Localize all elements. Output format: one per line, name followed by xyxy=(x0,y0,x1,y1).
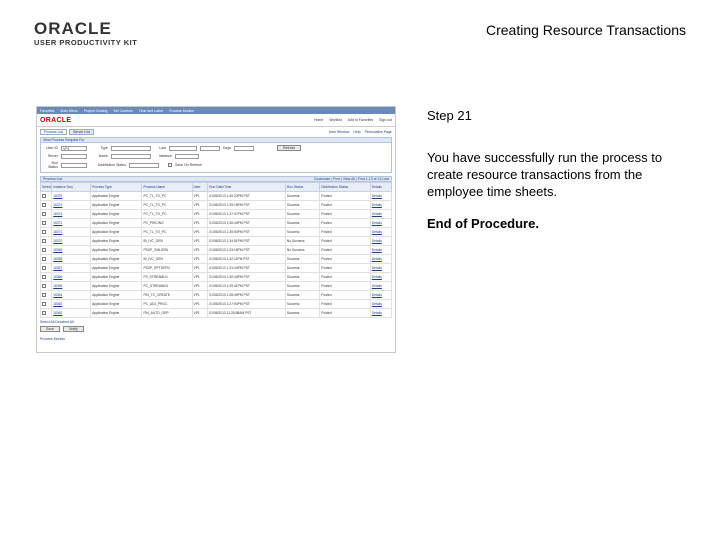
run-status-cell: No Success xyxy=(285,237,319,246)
process-name-cell: FIN_TC_CREATE xyxy=(142,291,192,300)
table-row xyxy=(41,264,392,273)
run-date-cell: 01/05/2013 11:25:58AM PST xyxy=(208,309,286,318)
table-row xyxy=(41,192,392,201)
user-cell: VP1 xyxy=(192,210,208,219)
run-status-label: Run Status xyxy=(48,161,58,169)
col-select: Select xyxy=(41,183,52,192)
dist-status-cell: Posted xyxy=(320,192,370,201)
dist-status-cell: Posted xyxy=(320,246,370,255)
details-link[interactable]: Details xyxy=(370,273,391,282)
logo-upk-text: USER PRODUCTIVITY KIT xyxy=(34,38,138,47)
instance-cell[interactable]: 18364 xyxy=(52,291,91,300)
row-select-checkbox[interactable] xyxy=(42,266,46,270)
row-select-checkbox[interactable] xyxy=(42,212,46,216)
instance-cell[interactable]: 18368 xyxy=(52,255,91,264)
view-request-header: View Process Request For xyxy=(40,137,392,143)
user-cell: VP1 xyxy=(192,273,208,282)
user-cell: VP1 xyxy=(192,192,208,201)
user-id-label: User ID xyxy=(46,146,58,150)
row-select-checkbox[interactable] xyxy=(42,257,46,261)
instance-cell[interactable]: 18375 xyxy=(52,192,91,201)
run-date-cell: 01/05/2013 1:31:44PM PST xyxy=(208,264,286,273)
server-label: Server xyxy=(47,154,58,158)
row-select-cell xyxy=(41,264,52,273)
user-cell: VP1 xyxy=(192,237,208,246)
instance-cell[interactable]: 18374 xyxy=(52,201,91,210)
process-type-cell: Application Engine xyxy=(91,291,142,300)
end-of-procedure: End of Procedure. xyxy=(427,216,539,231)
days-label: Days xyxy=(223,146,231,150)
user-cell: VP1 xyxy=(192,291,208,300)
process-type-cell: Application Engine xyxy=(91,210,142,219)
process-type-cell: Application Engine xyxy=(91,282,142,291)
days-select[interactable] xyxy=(234,146,254,151)
user-cell: VP1 xyxy=(192,282,208,291)
row-select-checkbox[interactable] xyxy=(42,203,46,207)
run-date-cell: 01/05/2013 1:39:18PM PST xyxy=(208,201,286,210)
table-row xyxy=(41,291,392,300)
nav-main-menu[interactable]: Main Menu xyxy=(60,108,78,113)
table-row xyxy=(41,300,392,309)
process-name-cell: PSXP_RPTDEFN xyxy=(142,264,192,273)
table-row xyxy=(41,201,392,210)
screenshot-brand-bar xyxy=(37,114,395,127)
process-name-cell: PC_TL_TO_PC xyxy=(142,228,192,237)
process-name-cell: PC_STREAMLN xyxy=(142,282,192,291)
last-select[interactable] xyxy=(169,146,197,151)
run-status-cell: Success xyxy=(285,273,319,282)
instance-cell[interactable]: 18373 xyxy=(52,210,91,219)
process-name-cell: FS_STREAMLN xyxy=(142,273,192,282)
nav-time-and-labor[interactable]: Time and Labor xyxy=(138,108,164,113)
details-link[interactable]: Details xyxy=(370,228,391,237)
user-cell: VP1 xyxy=(192,309,208,318)
details-link[interactable]: Details xyxy=(370,291,391,300)
row-select-checkbox[interactable] xyxy=(42,311,46,315)
process-name-cell: PSXP_XMLGEN xyxy=(142,246,192,255)
row-select-checkbox[interactable] xyxy=(42,239,46,243)
screenshot-brand-links xyxy=(314,118,392,122)
row-select-checkbox[interactable] xyxy=(42,302,46,306)
details-link[interactable]: Details xyxy=(370,237,391,246)
process-type-cell: Application Engine xyxy=(91,228,142,237)
form-row-3 xyxy=(44,162,388,168)
run-date-cell: 01/05/2013 1:37:47PM PST xyxy=(208,210,286,219)
link-help[interactable]: Help xyxy=(353,129,361,134)
process-name-cell: BI_IVC_GEN xyxy=(142,255,192,264)
instance-cell[interactable]: 18369 xyxy=(52,246,91,255)
row-select-cell xyxy=(41,237,52,246)
dist-status-cell: Posted xyxy=(320,291,370,300)
row-select-cell xyxy=(41,291,52,300)
table-row xyxy=(41,255,392,264)
dist-status-cell: Posted xyxy=(320,264,370,273)
run-status-cell: Success xyxy=(285,201,319,210)
link-personalize-page[interactable]: Personalize Page xyxy=(364,129,392,134)
row-select-checkbox[interactable] xyxy=(42,284,46,288)
user-cell: VP1 xyxy=(192,201,208,210)
save-on-refresh-label: Save On Refresh xyxy=(175,163,202,167)
table-row xyxy=(41,309,392,318)
tab-server-list[interactable]: Server List xyxy=(69,129,94,135)
run-date-cell: 01/05/2013 1:28:49PM PST xyxy=(208,291,286,300)
run-status-cell: Success xyxy=(285,255,319,264)
run-date-cell: 01/05/2013 1:32:11PM PST xyxy=(208,255,286,264)
dist-status-cell: Posted xyxy=(320,210,370,219)
dist-status-cell: Posted xyxy=(320,237,370,246)
table-row xyxy=(41,273,392,282)
process-type-cell: Application Engine xyxy=(91,300,142,309)
process-type-cell: Application Engine xyxy=(91,264,142,273)
run-date-cell: 01/05/2013 1:40:23PM PST xyxy=(208,192,286,201)
details-link[interactable]: Details xyxy=(370,192,391,201)
link-add-favorites[interactable]: Add to Favorites xyxy=(347,118,374,122)
run-status-cell: Success xyxy=(285,291,319,300)
run-status-select[interactable] xyxy=(61,163,87,168)
dist-status-select[interactable] xyxy=(129,163,159,168)
user-id-input[interactable]: VP1 xyxy=(61,146,87,151)
process-type-cell: Application Engine xyxy=(91,192,142,201)
row-select-cell xyxy=(41,282,52,291)
row-select-checkbox[interactable] xyxy=(42,230,46,234)
run-status-cell: Success xyxy=(285,228,319,237)
screenshot-sublinks xyxy=(329,130,392,134)
row-select-checkbox[interactable] xyxy=(42,275,46,279)
process-name-cell: PC_TL_TO_PC xyxy=(142,210,192,219)
user-cell: VP1 xyxy=(192,246,208,255)
dist-status-cell: Posted xyxy=(320,219,370,228)
run-status-cell: Success xyxy=(285,282,319,291)
process-list-body xyxy=(41,192,392,318)
process-type-cell: Application Engine xyxy=(91,201,142,210)
nav-process-monitor[interactable]: Process Monitor xyxy=(169,108,195,113)
instance-input[interactable] xyxy=(175,154,199,159)
user-cell: VP1 xyxy=(192,264,208,273)
process-type-cell: Application Engine xyxy=(91,219,142,228)
instance-label: Instance xyxy=(158,154,172,158)
user-cell: VP1 xyxy=(192,300,208,309)
run-date-cell: 01/05/2013 1:29:41PM PST xyxy=(208,282,286,291)
screenshot-oracle-logo: ORACLE xyxy=(40,116,72,124)
run-status-cell: Success xyxy=(285,192,319,201)
run-status-cell: No Success xyxy=(285,246,319,255)
col-instance[interactable]: Instance Seq. xyxy=(52,183,91,192)
instance-cell[interactable]: 18366 xyxy=(52,273,91,282)
step-description: You have successfully run the process to create resource transactions from the employee time sheets. xyxy=(427,150,663,199)
row-select-cell xyxy=(41,309,52,318)
days-count-input[interactable] xyxy=(200,146,220,151)
instance-cell[interactable]: 18371 xyxy=(52,228,91,237)
type-select[interactable] xyxy=(111,146,151,151)
col-details: Details xyxy=(370,183,391,192)
row-select-checkbox[interactable] xyxy=(42,293,46,297)
nav-set-controls[interactable]: Set Controls xyxy=(113,108,133,113)
col-run-status[interactable]: Run Status xyxy=(285,183,319,192)
process-type-cell: Application Engine xyxy=(91,237,142,246)
run-date-cell: 01/05/2013 1:36:43PM PST xyxy=(208,219,286,228)
form-row-2 xyxy=(44,153,388,159)
process-monitor-link[interactable]: Process Monitor xyxy=(40,337,66,341)
process-list-nav[interactable]: Customize | Find | View All | First 1-13 of 13 Last xyxy=(313,177,389,181)
row-select-cell xyxy=(41,219,52,228)
process-type-cell: Application Engine xyxy=(91,246,142,255)
table-header-row xyxy=(41,183,392,192)
link-worklist[interactable]: Worklist xyxy=(329,118,342,122)
user-cell: VP1 xyxy=(192,228,208,237)
link-home[interactable]: Home xyxy=(313,118,324,122)
page-title: Creating Resource Transactions xyxy=(486,22,686,38)
col-process-type[interactable]: Process Type xyxy=(91,183,142,192)
process-name-cell: PC_TL_TO_PC xyxy=(142,192,192,201)
row-select-cell xyxy=(41,192,52,201)
instance-cell[interactable]: 18365 xyxy=(52,282,91,291)
save-button[interactable]: Save xyxy=(40,326,60,332)
type-label: Type xyxy=(100,146,108,150)
step-label: Step 21 xyxy=(427,108,472,123)
process-name-cell: PC_PRICING xyxy=(142,219,192,228)
nav-favorites[interactable]: Favorites xyxy=(40,108,55,113)
details-link[interactable]: Details xyxy=(370,255,391,264)
screenshot-footer-buttons xyxy=(40,326,392,332)
row-select-cell xyxy=(41,273,52,282)
nav-project-costing[interactable]: Project Costing xyxy=(83,108,108,113)
row-select-cell xyxy=(41,246,52,255)
table-row xyxy=(41,210,392,219)
row-select-checkbox[interactable] xyxy=(42,221,46,225)
process-name-cell: PC_TL_TO_PC xyxy=(142,201,192,210)
col-dist-status[interactable]: Distribution Status xyxy=(320,183,370,192)
name-label: Name xyxy=(98,154,108,158)
run-status-cell: Success xyxy=(285,309,319,318)
process-type-cell: Application Engine xyxy=(91,273,142,282)
screenshot-top-nav xyxy=(37,107,395,114)
details-link[interactable]: Details xyxy=(370,246,391,255)
process-name-cell: PC_ADJ_PROC xyxy=(142,300,192,309)
run-status-cell: Success xyxy=(285,219,319,228)
link-sign-out[interactable]: Sign out xyxy=(379,118,392,122)
col-user[interactable]: User xyxy=(192,183,208,192)
process-type-cell: Application Engine xyxy=(91,255,142,264)
details-link[interactable]: Details xyxy=(370,201,391,210)
dist-status-cell: Posted xyxy=(320,273,370,282)
process-type-cell: Application Engine xyxy=(91,309,142,318)
app-screenshot xyxy=(36,106,396,353)
row-select-cell xyxy=(41,300,52,309)
dist-status-label: Distribution Status xyxy=(97,163,126,167)
form-row-1 xyxy=(44,145,388,151)
process-name-cell: BI_IVC_GEN xyxy=(142,237,192,246)
run-date-cell: 01/05/2013 1:30:44PM PST xyxy=(208,273,286,282)
row-select-checkbox[interactable] xyxy=(42,248,46,252)
details-link[interactable]: Details xyxy=(370,264,391,273)
refresh-button[interactable]: Refresh xyxy=(277,145,301,151)
dist-status-cell: Posted xyxy=(320,309,370,318)
details-link[interactable]: Details xyxy=(370,282,391,291)
run-date-cell: 01/05/2013 1:34:51PM PST xyxy=(208,237,286,246)
save-on-refresh-checkbox[interactable] xyxy=(168,163,172,167)
link-new-window[interactable]: New Window xyxy=(328,129,350,134)
instance-cell[interactable]: 18372 xyxy=(52,219,91,228)
table-row xyxy=(41,228,392,237)
dist-status-cell: Posted xyxy=(320,201,370,210)
process-list-table xyxy=(40,182,392,318)
name-input[interactable] xyxy=(111,154,151,159)
table-row xyxy=(41,282,392,291)
row-select-cell xyxy=(41,201,52,210)
instance-cell[interactable]: 18370 xyxy=(52,237,91,246)
run-date-cell: 01/05/2013 1:33:18PM PST xyxy=(208,246,286,255)
row-select-checkbox[interactable] xyxy=(42,194,46,198)
row-select-cell xyxy=(41,255,52,264)
col-run-date[interactable]: Run Date/Time xyxy=(208,183,286,192)
dist-status-cell: Posted xyxy=(320,300,370,309)
select-all-deselect-all-link[interactable]: Select All Deselect All xyxy=(40,320,74,324)
process-list-title: Process List xyxy=(43,177,63,181)
run-date-cell: 01/05/2013 1:35:53PM PST xyxy=(208,228,286,237)
notify-button[interactable]: Notify xyxy=(63,326,84,332)
last-label: Last xyxy=(159,146,166,150)
table-row xyxy=(41,246,392,255)
screenshot-tabs xyxy=(40,129,94,135)
details-link[interactable]: Details xyxy=(370,210,391,219)
dist-status-cell: Posted xyxy=(320,282,370,291)
instance-cell[interactable]: 18362 xyxy=(52,309,91,318)
run-status-cell: Success xyxy=(285,210,319,219)
user-cell: VP1 xyxy=(192,219,208,228)
oracle-upk-logo xyxy=(34,20,154,50)
server-select[interactable] xyxy=(61,154,87,159)
col-process-name[interactable]: Process Name xyxy=(142,183,192,192)
screenshot-sub-bar xyxy=(37,127,395,136)
logo-oracle-text: ORACLE xyxy=(34,19,112,38)
table-row xyxy=(41,237,392,246)
dist-status-cell: Posted xyxy=(320,255,370,264)
view-request-form xyxy=(40,143,392,173)
row-select-cell xyxy=(41,228,52,237)
details-link[interactable]: Details xyxy=(370,300,391,309)
process-name-cell: FIN_AUTO_GRP xyxy=(142,309,192,318)
dist-status-cell: Posted xyxy=(320,228,370,237)
tab-process-list[interactable]: Process List xyxy=(40,129,67,135)
instance-cell[interactable]: 18367 xyxy=(52,264,91,273)
user-cell: VP1 xyxy=(192,255,208,264)
instance-cell[interactable]: 18363 xyxy=(52,300,91,309)
details-link[interactable]: Details xyxy=(370,219,391,228)
details-link[interactable]: Details xyxy=(370,309,391,318)
run-date-cell: 01/05/2013 1:27:54PM PST xyxy=(208,300,286,309)
run-status-cell: Success xyxy=(285,300,319,309)
row-select-cell xyxy=(41,210,52,219)
table-row xyxy=(41,219,392,228)
run-status-cell: Success xyxy=(285,264,319,273)
